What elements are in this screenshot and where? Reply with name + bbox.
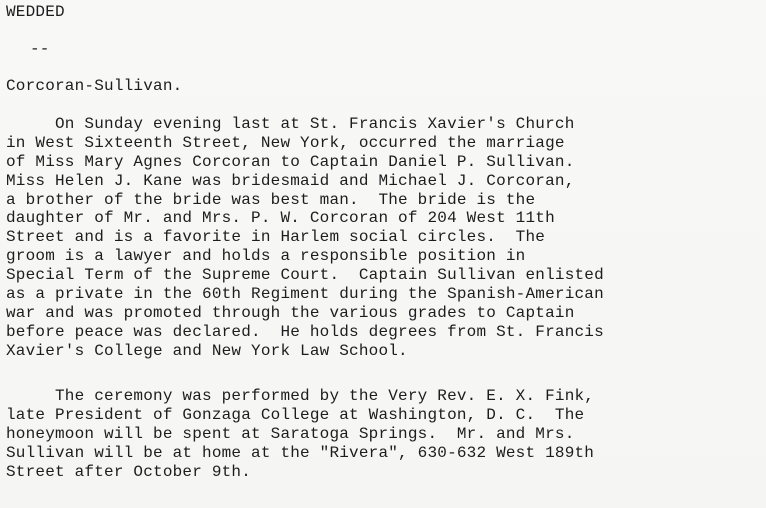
paragraph-line: Miss Helen J. Kane was bridesmaid and Michael J. Corcoran,: [6, 171, 575, 190]
separator: --: [30, 40, 50, 58]
paragraph-line: late President of Gonzaga College at Washington, D. C. The: [6, 405, 585, 424]
article-title: Corcoran-Sullivan.: [6, 77, 183, 95]
paragraph-line: of Miss Mary Agnes Corcoran to Captain Daniel P. Sullivan.: [6, 152, 575, 171]
paragraph-line: Special Term of the Supreme Court. Captain Sullivan enlisted: [6, 266, 604, 285]
paragraph-line: Street and is a favorite in Harlem social circles. The: [6, 228, 546, 247]
paragraph-1: [6, 115, 761, 361]
paragraph-line: daughter of Mr. and Mrs. P. W. Corcoran of 204 West 11th: [6, 209, 555, 228]
heading: WEDDED: [6, 3, 65, 21]
paragraph-line: a brother of the bride was best man. The bride is the: [6, 190, 536, 209]
paragraph-line: On Sunday evening last at St. Francis Xavier's Church: [6, 115, 575, 133]
paragraph-line: before peace was declared. He holds degrees from St. Francis: [6, 322, 604, 341]
paragraph-line: Street after October 9th.: [6, 462, 252, 481]
paragraph-line: honeymoon will be spent at Saratoga Springs. Mr. and Mrs.: [6, 424, 575, 443]
paragraph-line: war and was promoted through the various grades to Captain: [6, 303, 575, 322]
paragraph-line: groom is a lawyer and holds a responsible position in: [6, 247, 526, 266]
paragraph-line: The ceremony was performed by the Very Rev. E. X. Fink,: [6, 387, 595, 405]
paragraph-2: [6, 387, 761, 481]
paragraph-line: Sullivan will be at home at the "Rivera", 630-632 West 189th: [6, 443, 595, 462]
paragraph-line: as a private in the 60th Regiment during the Spanish-American: [6, 285, 604, 304]
paragraph-line: in West Sixteenth Street, New York, occurred the marriage: [6, 133, 565, 152]
paragraph-line: Xavier's College and New York Law School.: [6, 341, 408, 360]
